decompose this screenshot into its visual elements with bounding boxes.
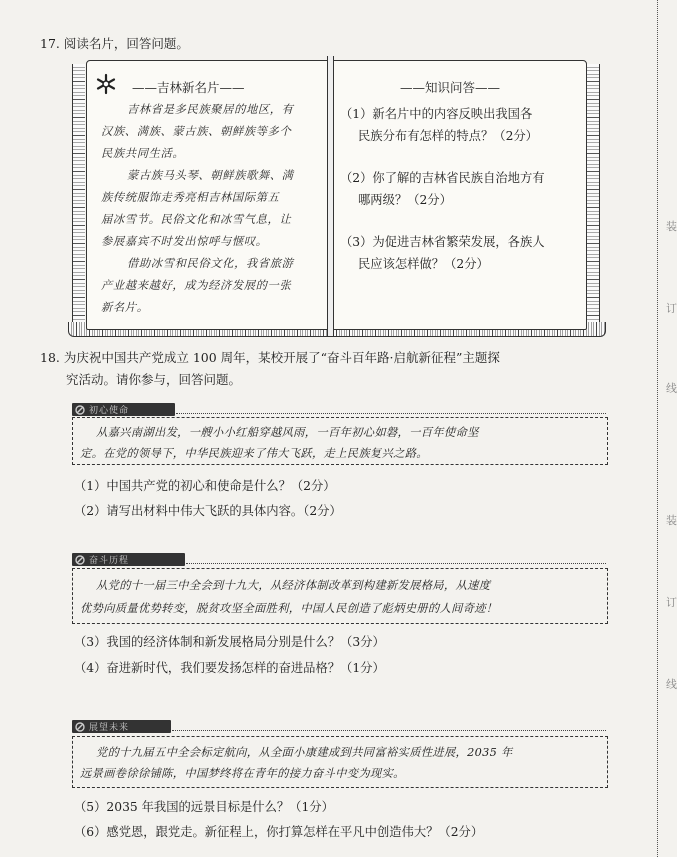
card-text-line: 借助冰雪和民俗文化，我省旅游 xyxy=(127,257,294,270)
card-text-line: 吉林省是多民族聚居的地区，有 xyxy=(127,103,294,116)
question-18-title-cont: 究活动。请你参与，回答问题。 xyxy=(66,372,242,387)
party-emblem-icon xyxy=(75,555,85,565)
card-text-line: 参展嘉宾不时发出惊呼与惬叹。 xyxy=(101,235,268,248)
card-text-line: 族传统服饰走秀亮相吉林国际第五 xyxy=(101,191,280,204)
question-18-title: 18. 为庆祝中国共产党成立 100 周年，某校开展了“奋斗百年路·启航新征程”主题探 xyxy=(40,350,500,365)
qa-title: ——知识问答—— xyxy=(400,80,501,95)
card-title: ——吉林新名片—— xyxy=(132,80,245,95)
section-header-rule xyxy=(176,413,606,414)
qa-question-line: 民族分布有怎样的特点？（2分） xyxy=(358,129,538,143)
section-header-rule xyxy=(186,563,606,564)
section-header-rule xyxy=(172,730,606,731)
qa-question-line: （1）新名片中的内容反映出我国各 xyxy=(340,107,533,121)
book-page-edges-right xyxy=(587,64,600,326)
section-tag-label: 奋斗历程 xyxy=(89,556,130,566)
binding-mark: 订 xyxy=(666,596,677,609)
material-line: 从嘉兴南湖出发，一艘小小红船穿越风雨，一百年初心如磐，一百年使命坚 xyxy=(96,426,479,439)
question-17-title: 17. 阅读名片，回答问题。 xyxy=(40,36,189,51)
party-emblem-icon xyxy=(75,722,85,732)
card-text-line: 蒙古族马头琴、朝鲜族歌舞、满 xyxy=(127,169,294,182)
sub-question-4: （4）奋进新时代，我们要发扬怎样的奋进品格？（1分） xyxy=(74,661,385,675)
binding-mark: 线 xyxy=(666,382,677,395)
material-line: 优势向质量优势转变，脱贫攻坚全面胜利，中国人民创造了彪炳史册的人间奇迹！ xyxy=(80,602,498,615)
qa-question-line: 哪两级？（2分） xyxy=(358,193,452,207)
sub-question-5: （5）2035 年我国的远景目标是什么？（1分） xyxy=(74,800,334,814)
material-line: 远景画卷徐徐铺陈，中国梦终将在青年的接力奋斗中变为现实。 xyxy=(80,767,405,780)
qa-question-line: （2）你了解的吉林省民族自治地方有 xyxy=(340,171,545,185)
book-page-edges-left xyxy=(72,64,85,326)
binding-mark: 装 xyxy=(666,220,677,233)
material-line: 党的十九届五中全会标定航向，从全面小康建成到共同富裕实质性进展，2035 年 xyxy=(96,746,513,759)
sub-question-2: （2）请写出材料中伟大飞跃的具体内容。（2分） xyxy=(74,504,342,518)
qa-question-line: （3）为促进吉林省繁荣发展，各族人 xyxy=(340,235,545,249)
section-tag-2 xyxy=(72,553,185,566)
card-text-line: 汉族、满族、蒙古族、朝鲜族等多个 xyxy=(101,125,292,138)
card-text-line: 产业越来越好，成为经济发展的一张 xyxy=(101,279,292,292)
section-tag-label: 展望未来 xyxy=(89,723,130,733)
section-tag-label: 初心使命 xyxy=(89,406,130,416)
snowflake-icon xyxy=(96,74,116,94)
party-emblem-icon xyxy=(75,405,85,415)
card-text-line: 新名片。 xyxy=(101,301,149,314)
book-spine xyxy=(327,56,334,336)
sub-question-3: （3）我国的经济体制和新发展格局分别是什么？（3分） xyxy=(74,635,385,649)
binding-dotted-line xyxy=(657,0,658,857)
sub-question-1: （1）中国共产党的初心和使命是什么？（2分） xyxy=(74,479,336,493)
section-tag-1 xyxy=(72,403,175,416)
binding-mark: 装 xyxy=(666,514,677,527)
qa-question-line: 民应该怎样做？（2分） xyxy=(358,257,489,271)
card-text-line: 民族共同生活。 xyxy=(101,147,185,160)
sub-question-6: （6）感党恩，跟党走。新征程上，你打算怎样在平凡中创造伟大？（2分） xyxy=(74,825,484,839)
binding-mark: 订 xyxy=(666,302,677,315)
material-line: 从党的十一届三中全会到十九大，从经济体制改革到构建新发展格局，从速度 xyxy=(96,579,491,592)
material-line: 定。在党的领导下，中华民族迎来了伟大飞跃，走上民族复兴之路。 xyxy=(80,447,428,460)
card-text-line: 届冰雪节。民俗文化和冰雪气息，让 xyxy=(101,213,292,226)
section-tag-3 xyxy=(72,720,171,733)
binding-mark: 线 xyxy=(666,678,677,691)
